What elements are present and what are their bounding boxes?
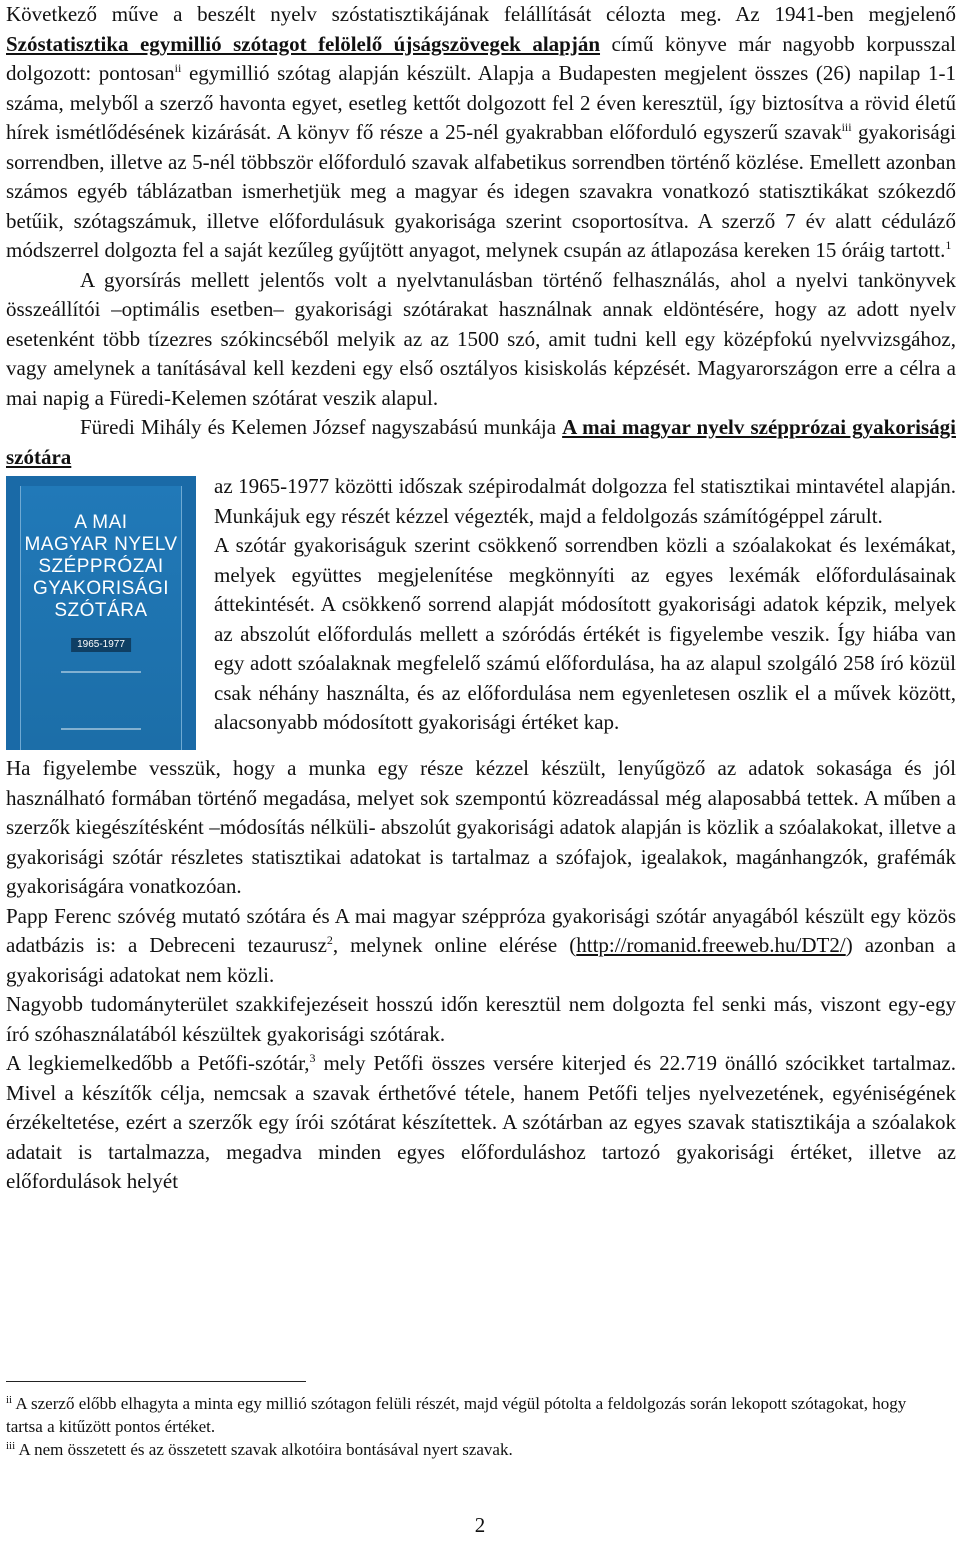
- footnote-ii: [6, 1392, 946, 1438]
- text: Papp Ferenc szóvég mutató szótára és A mai magyar széppróza gyakorisági szótár anyagából készült egy közös adatbázis is: a Debreceni tezaurusz: [6, 903, 956, 957]
- endnote-ref-iii[interactable]: iii: [841, 120, 852, 134]
- paragraph-5: Ha figyelembe vesszük, hogy a munka egy része kézzel készült, lenyűgöző az adatok sokasága és jól használható formában történő megadása, melyet sok szempontú közreadással még alaposabbá tettek. A műben a szerzők kiegészítésként –módosítás nélküli- abszolút gyakorisági adatok alapján is közlik a szóalakokat, illetve a gyakorisági szótár részletes statisztikai adatokat is tartalmaz a szófajok, igealakok, magánhangzók, grafémák gyakoriságára vonatkozóan.: [6, 756, 956, 898]
- text: Füredi Mihály és Kelemen József nagyszabású munkája: [80, 415, 563, 439]
- paragraph-4: A szótár gyakoriságuk szerint csökkenő sorrendben közli a szóalakokat és lexémákat, melyek együttes megjelenítése megkönnyíti az egyes lexémák előfordulásainak áttekintését. A csökkenő sorrend alapját módosított gyakorisági adatok képzik, melyek az abszolút előfordulás mellett a szóródás értékét is figyelembe veszik. Így hiába van egy adott szóalaknak megfelelő számú előfordulása, ha az alapul szolgáló 258 író közül csak néhány használta, és az előfordulása nem egyenletesen oszlik el a művek között, alacsonyabb módosított gyakorisági értéket kap.: [214, 533, 956, 734]
- text: mely Petőfi összes versére kiterjed és 22.719 önálló szócikket tartalmaz. Mivel a készítők célja, nemcsak a szavak érthetővé tétele, hanem Petőfi teljes nyelvezetének, egyéniségének érzékeltetése, ezért a szerzők egy írói szótárat készítettek. A szótárban az egyes szavak statisztikája a szóalakok adatait is tartalmazza, megadva minden egyes előforduláshoz tartozó gyakorisági értéket, illetve az előfordulások helyét: [6, 1051, 956, 1193]
- cover-panel: [20, 486, 182, 750]
- footnote-iii: [6, 1438, 946, 1461]
- paragraph-2: A gyorsírás mellett jelentős volt a nyelvtanulásban történő felhasználás, ahol a nyelvi tankönyvek összeállítói –optimális esetben– gyakorisági szótárakat használnak annak eldöntésére, hogy az adott nyelv esetenként több tízezres szókincséből melyik az az 1500 szó, amit tudni kell egy középfokú nyelvvizsgához, vagy amelynek a tanításával kell kezdeni egy első osztályos kisiskolás képzését. Magyarországon erre a célra a mai napig a Füredi-Kelemen szótárat veszik alapul.: [6, 267, 956, 410]
- page-number: 2: [474, 1513, 486, 1537]
- cover-title: [21, 512, 181, 622]
- cover-title-line: GYAKORISÁGI: [32, 578, 170, 599]
- book-title-szostatisztika: Szóstatisztika egymillió szótagot felölelő újságszövegek alapján: [6, 31, 601, 56]
- book-cover-image: [6, 476, 196, 750]
- cover-title-line: A MAI: [74, 512, 128, 533]
- text: A legkiemelkedőbb a Petőfi-szótár,: [6, 1051, 310, 1075]
- paragraph-8: [6, 1049, 956, 1197]
- endnote-ref-ii[interactable]: ii: [174, 61, 182, 75]
- debreceni-tezaurusz-link[interactable]: http://romanid.freeweb.hu/DT2/: [576, 933, 846, 957]
- footnote-mark: ii: [6, 1394, 13, 1406]
- text: Következő műve a beszélt nyelv szóstatisztikájának felállítását célozta meg. Az 1941-ben megjelenő: [6, 2, 956, 26]
- book-section: [6, 413, 956, 754]
- cover-title-line: SZÉPPRÓZAI: [38, 556, 164, 577]
- footnote-text: A nem összetett és az összetett szavak alkotóira bontásával nyert szavak.: [15, 1440, 513, 1459]
- text: egymillió szótag alapján készült. Alapja a Budapesten megjelent összes (26) napilap 1-1 száma, melyből a szerző havonta egyet, esetleg kettőt dolgozott fel 2 éven keresztül, így biztosítva a rövid életű hírek ismétlődésének kizárását. A könyv fő része a 25-nél gyakrabban előforduló egyszerű szavak: [6, 61, 956, 144]
- paragraph-3: [6, 413, 956, 472]
- cover-years: 1965-1977: [71, 638, 131, 652]
- text: az 1965-1977 közötti időszak szépirodalmát dolgozza fel statisztikai mintavétel alapján. Munkájuk egy részét kézzel végezték, majd a feldolgozás számítógéppel zárult.: [214, 474, 956, 528]
- book-title-gyakorisagi-szotar: A mai magyar nyelv szépprózai gyakorisági szótára: [6, 415, 956, 469]
- document-page: [6, 0, 956, 1197]
- paragraph-7: Nagyobb tudományterület szakkifejezéseit hosszú időn keresztül nem dolgozta fel senki más, viszont egy-egy író szóhasználatából készültek gyakorisági szótárak.: [6, 992, 956, 1046]
- cover-rule: [61, 671, 141, 673]
- footnotes: [6, 1392, 946, 1461]
- footnote-ref-3[interactable]: 3: [309, 1051, 316, 1065]
- paragraph-1: [6, 0, 956, 266]
- cover-title-line: MAGYAR NYELV: [24, 534, 178, 555]
- cover-title-line: SZÓTÁRA: [54, 600, 148, 621]
- footnote-ref-2[interactable]: 2: [326, 933, 333, 947]
- footnote-mark: iii: [6, 1440, 16, 1452]
- text: gyakorisági sorrendben, illetve az 5-nél többször előforduló szavak alfabetikus sorrendben történő közlése. Emellett azonban számos egyéb táblázatban ismerhetjük meg a magyar és idegen szavakra vonatkozó statisztikákat szókezdő betűik, szótagszámuk, illetve előfordulásuk gyakorisága szerint csoportosítva. A szerző 7 év alatt céduláző módszerrel dolgozta fel a saját kezűleg gyűjtött anyagot, melynek csupán az átlapozása kereken 15 óráig tartott.: [6, 120, 956, 262]
- text: ) azonban a gyakorisági adatokat nem közli.: [6, 933, 956, 987]
- footnote-ref-1[interactable]: 1: [945, 238, 952, 252]
- text: , melynek online elérése (: [332, 933, 577, 957]
- footnote-text: A szerző előbb elhagyta a minta egy millió szótagon felüli részét, majd végül pótolta a feldolgozás során lekopott szótagokat, hogy tartsa a kitűzött pontos értéket.: [6, 1394, 907, 1436]
- cover-rule: [61, 728, 141, 730]
- footnote-separator: [6, 1381, 306, 1382]
- paragraph-6: [6, 902, 956, 991]
- text: című könyve már nagyobb korpusszal dolgozott: pontosan: [6, 31, 957, 85]
